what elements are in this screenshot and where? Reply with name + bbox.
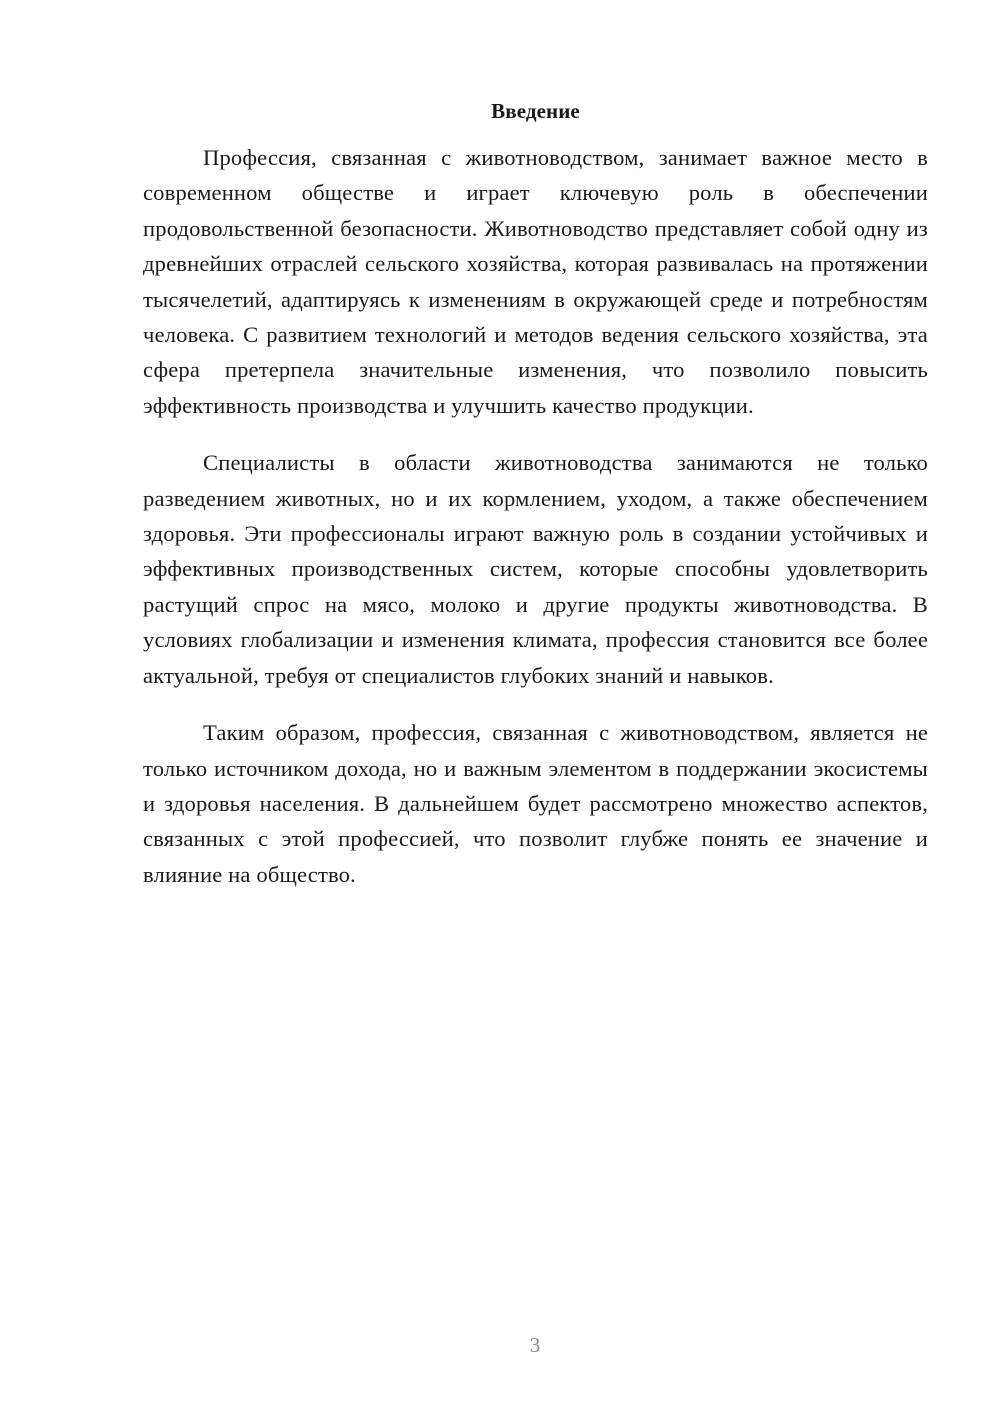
paragraph-1: Профессия, связанная с животноводством, занимает важное место в современном обществе и играет ключевую роль в обеспечении продовольственной безопасности. Животноводство представляет собой одну из древнейших отраслей сельского хозяйства, которая развивалась на протяжении тысячелетий, адаптируясь к изменениям в окружающей среде и потребностям человека. С развитием технологий и методов ведения сельского хозяйства, эта сфера претерпела значительные изменения, что позволило повысить эффективность производства и улучшить качество продукции.: [143, 145, 928, 418]
page-content: [143, 94, 928, 914]
paragraph-3: Таким образом, профессия, связанная с животноводством, является не только источником дохода, но и важным элементом в поддержании экосистемы и здоровья населения. В дальнейшем будет рассмотрено множество аспектов, связанных с этой профессией, что позволит глубже понять ее значение и влияние на общество.: [143, 720, 928, 887]
paragraph-2: Специалисты в области животноводства занимаются не только разведением животных, но и их кормлением, уходом, а также обеспечением здоровья. Эти профессионалы играют важную роль в создании устойчивых и эффективных производственных систем, которые способны удовлетворить растущий спрос на мясо, молоко и другие продукты животноводства. В условиях глобализации и изменения климата, профессия становится все более актуальной, требуя от специалистов глубоких знаний и навыков.: [143, 450, 928, 688]
section-title: Введение: [491, 99, 580, 123]
page-number: 3: [529, 1333, 541, 1357]
